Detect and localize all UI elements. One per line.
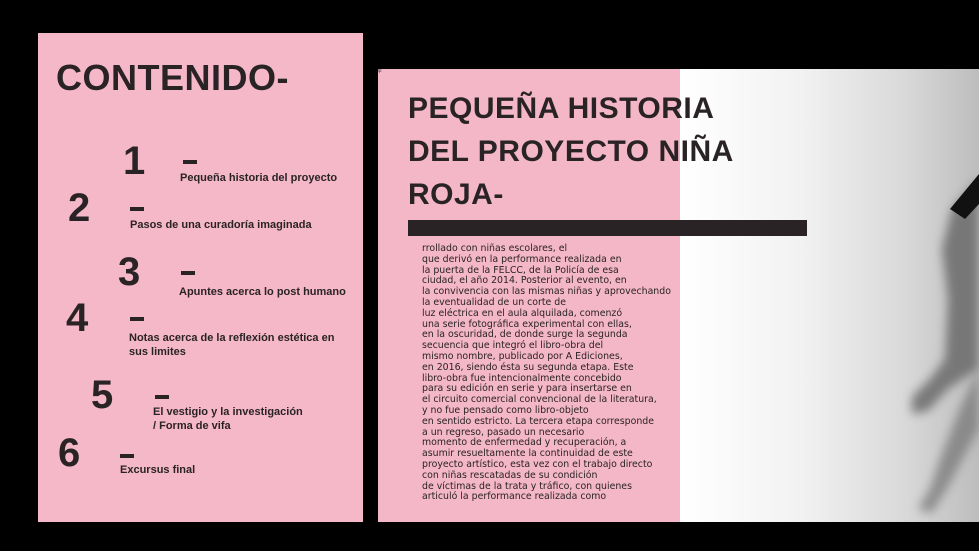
article-body-line: a un regreso, pasado un necesario: [422, 426, 585, 438]
toc-dash: [130, 317, 144, 321]
article-body-line: asumir resueltamente la continuidad de este: [422, 448, 633, 460]
article-body-line: el circuito comercial convencional de la literatura,: [422, 394, 657, 406]
article-body-line: momento de enfermedad y recuperación, a: [422, 437, 627, 449]
toc-dash: [155, 395, 169, 399]
article-page: [378, 69, 979, 522]
article-body-line: de víctimas de la trata y tráfico, con quienes: [422, 480, 632, 492]
article-body-line: mismo nombre, publicado por A Ediciones,: [422, 350, 623, 362]
toc-number-3: 3: [118, 250, 141, 294]
article-body-line: para su edición en serie y para insertarse en: [422, 383, 632, 395]
toc-title: CONTENIDO-: [56, 57, 289, 98]
article-title-line: PEQUEÑA HISTORIA: [408, 92, 715, 125]
toc-number-2: 2: [68, 186, 91, 230]
article-body-line: en la oscuridad, de donde surge la segunda: [422, 329, 628, 341]
toc-item-4-label-cont[interactable]: sus limites: [129, 346, 186, 358]
toc-number-6: 6: [58, 431, 81, 475]
toc-page: [38, 33, 363, 522]
article-body-line: en sentido estricto. La tercera etapa corresponde: [422, 415, 655, 427]
toc-item-5-label-cont[interactable]: / Forma de vifa: [153, 420, 231, 432]
toc-item-3-label[interactable]: Apuntes acerca lo post humano: [179, 286, 346, 298]
article-body: [422, 244, 722, 503]
article-body-line: que derivó en la performance realizada en: [422, 253, 622, 265]
article-body-line: la puerta de la FELCC, de la Policía de esa: [422, 264, 619, 276]
toc-dash: [183, 160, 197, 164]
toc-item-4-label[interactable]: Notas acerca de la reflexión estética en: [129, 332, 335, 344]
toc-number-4: 4: [66, 296, 89, 340]
article-body-line: y no fue pensado como libro-objeto: [422, 404, 589, 416]
toc-item-1-label[interactable]: Pequeña historia del proyecto: [180, 172, 338, 184]
title-rule: [408, 220, 807, 236]
article-body-line: rrollado con niñas escolares, el: [422, 243, 568, 254]
article-body-line: proyecto artístico, esta vez con el trabajo directo: [422, 458, 653, 470]
article-title: [408, 87, 808, 216]
article-body-line: con niñas rescatadas de su condición: [422, 469, 598, 481]
article-body-line: articuló la performance realizada como: [422, 491, 607, 503]
article-body-line: luz eléctrica en el aula alquilada, comenzó: [422, 307, 623, 319]
toc-dash: [120, 454, 134, 458]
toc-dash: [130, 207, 144, 211]
article-title-line: ROJA-: [408, 178, 504, 211]
toc-number-1: 1: [123, 139, 146, 183]
toc-item-5-label[interactable]: El vestigio y la investigación: [153, 406, 303, 418]
toc-dash: [181, 271, 195, 275]
article-body-line: una serie fotográfica experimental con ellas,: [422, 318, 632, 330]
article-body-line: en 2016, siendo ésta su segunda etapa. Este: [422, 361, 634, 373]
article-body-line: ciudad, el año 2014. Posterior al evento, en: [422, 275, 627, 287]
toc-number-5: 5: [91, 373, 114, 417]
article-title-line: DEL PROYECTO NIÑA: [408, 135, 734, 168]
article-body-line: secuencia que integró el libro-obra del: [422, 340, 604, 352]
toc-item-2-label[interactable]: Pasos de una curadoría imaginada: [130, 219, 312, 231]
corner-marker: ᵠ: [378, 69, 382, 76]
toc-item-6-label[interactable]: Excursus final: [120, 464, 196, 476]
article-body-line: libro-obra fue intencionalmente concebido: [422, 372, 622, 384]
article-body-line: la eventualidad de un corte de: [422, 296, 567, 308]
article-body-line: la convivencia con las mismas niñas y aprovechando: [422, 286, 671, 298]
